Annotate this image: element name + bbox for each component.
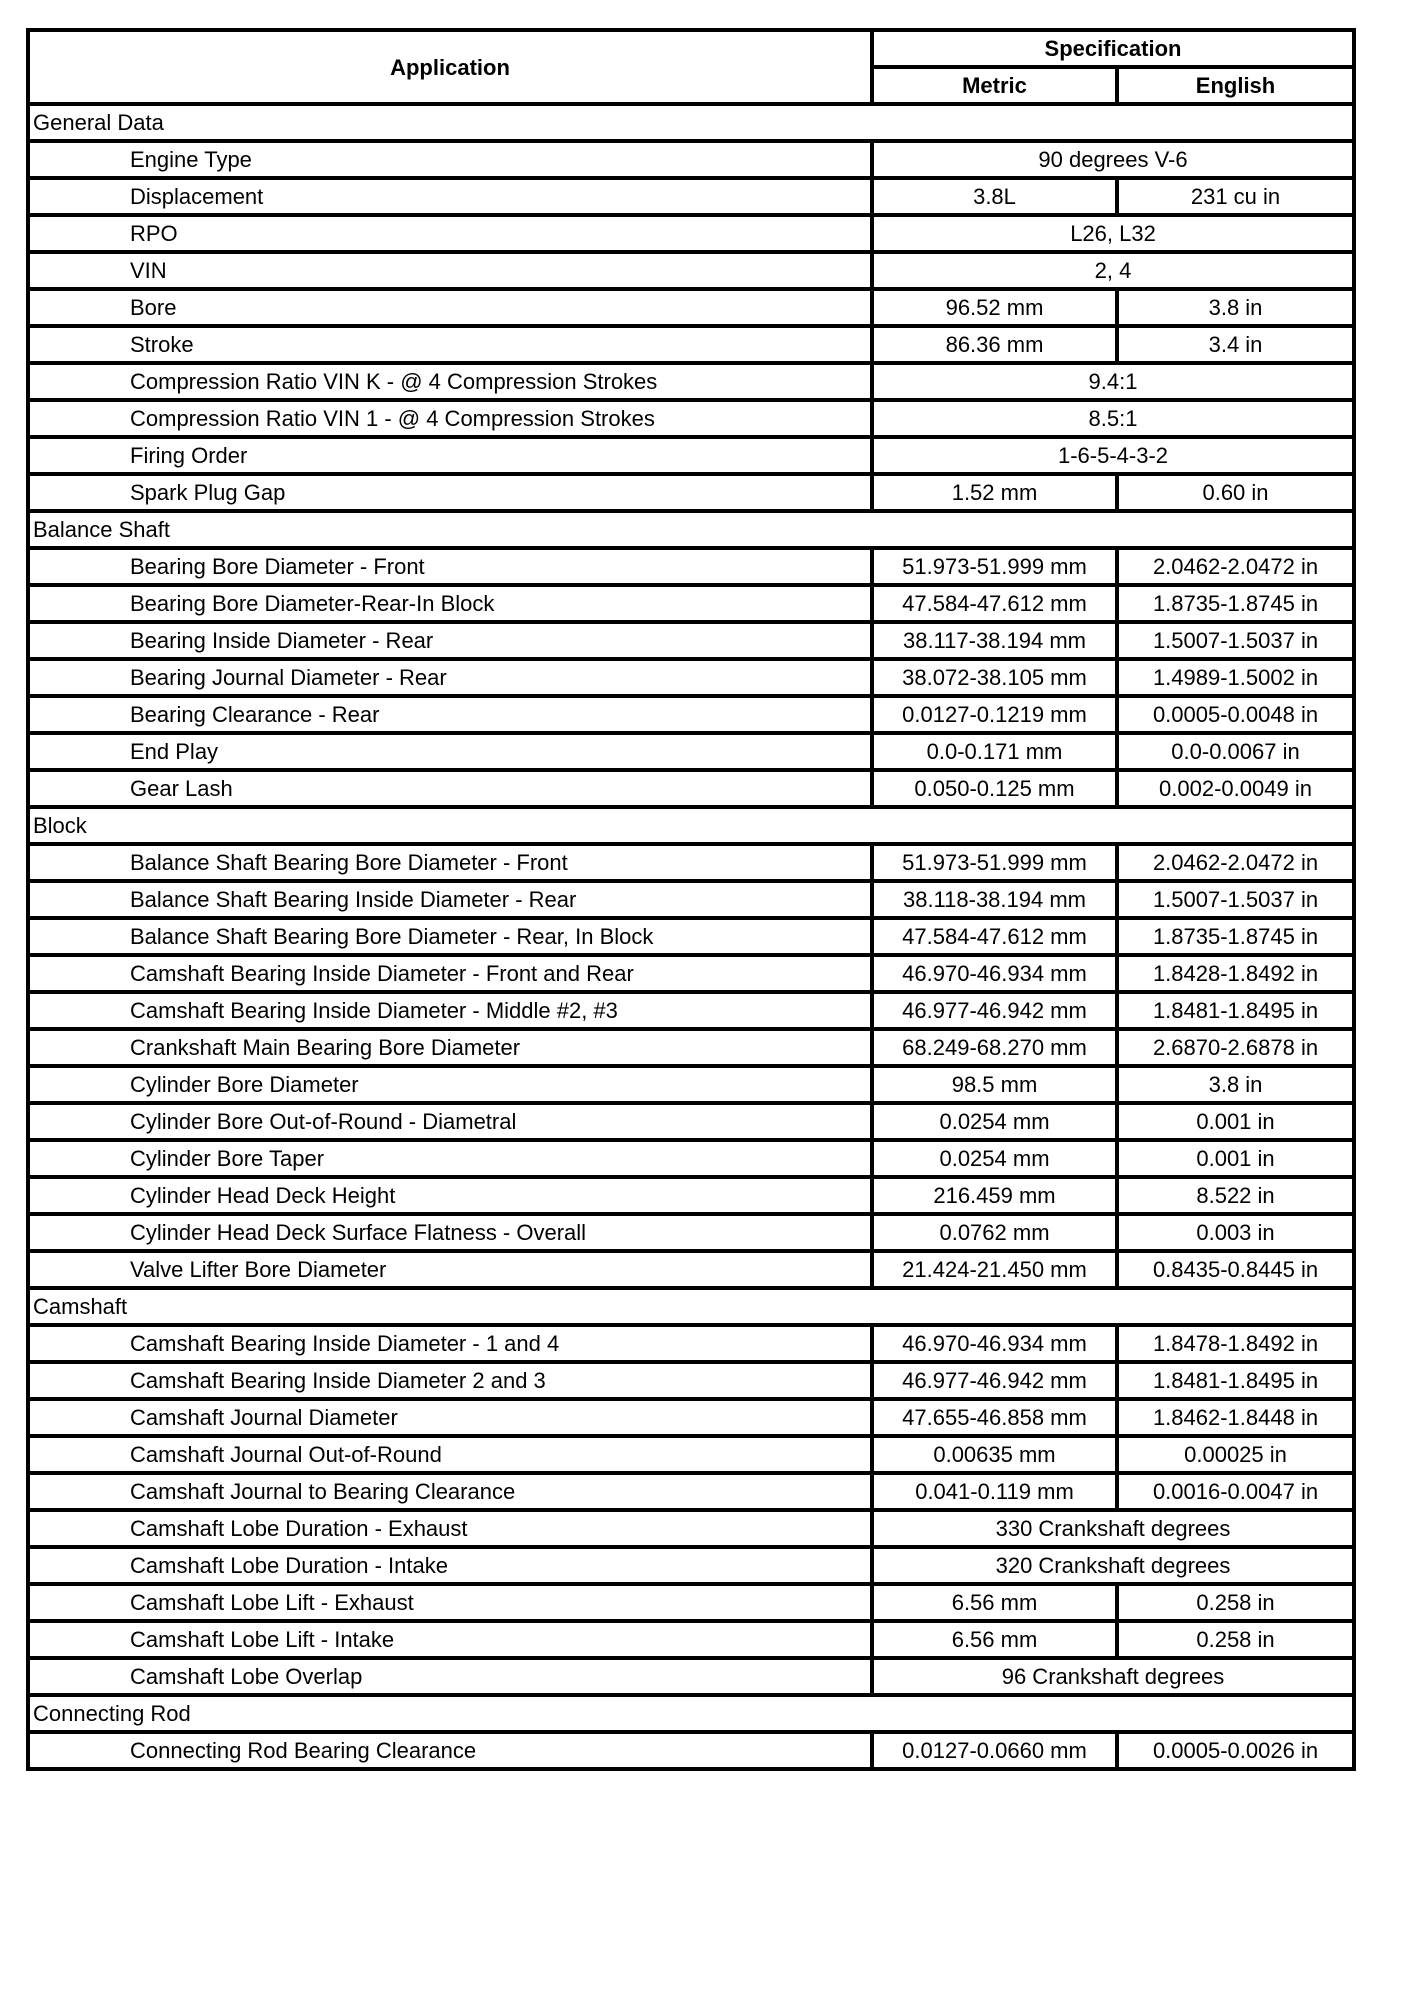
english-cell: 0.258 in [1117,1621,1354,1658]
table-row [28,215,1354,252]
metric-cell: 0.0254 mm [872,1140,1117,1177]
metric-cell: 47.655-46.858 mm [872,1399,1117,1436]
section-row [28,511,1354,548]
metric-cell: 46.970-46.934 mm [872,1325,1117,1362]
metric-cell: 38.117-38.194 mm [872,622,1117,659]
english-cell: 1.5007-1.5037 in [1117,881,1354,918]
metric-cell: 0.050-0.125 mm [872,770,1117,807]
header-english: English [1117,67,1354,104]
application-cell: Balance Shaft Bearing Bore Diameter - Rear, In Block [28,918,872,955]
metric-cell: 96.52 mm [872,289,1117,326]
metric-cell: 0.041-0.119 mm [872,1473,1117,1510]
english-cell: 3.8 in [1117,289,1354,326]
english-cell: 231 cu in [1117,178,1354,215]
specification-cell: 320 Crankshaft degrees [872,1547,1354,1584]
english-cell: 8.522 in [1117,1177,1354,1214]
application-cell: Firing Order [28,437,872,474]
table-row [28,1473,1354,1510]
table-row [28,1029,1354,1066]
table-row [28,844,1354,881]
table-row [28,770,1354,807]
application-cell: Gear Lash [28,770,872,807]
section-row [28,104,1354,141]
english-cell: 1.8481-1.8495 in [1117,1362,1354,1399]
table-row [28,1140,1354,1177]
application-cell: End Play [28,733,872,770]
specification-cell: L26, L32 [872,215,1354,252]
table-row [28,992,1354,1029]
english-cell: 0.0-0.0067 in [1117,733,1354,770]
metric-cell: 38.072-38.105 mm [872,659,1117,696]
table-row [28,1214,1354,1251]
application-cell: Cylinder Head Deck Surface Flatness - Overall [28,1214,872,1251]
section-row [28,1695,1354,1732]
section-row [28,807,1354,844]
table-row [28,955,1354,992]
application-cell: Camshaft Lobe Lift - Intake [28,1621,872,1658]
metric-cell: 0.0254 mm [872,1103,1117,1140]
specification-cell: 90 degrees V-6 [872,141,1354,178]
application-cell: Engine Type [28,141,872,178]
english-cell: 1.8462-1.8448 in [1117,1399,1354,1436]
application-cell: Cylinder Bore Taper [28,1140,872,1177]
metric-cell: 0.0762 mm [872,1214,1117,1251]
english-cell: 2.0462-2.0472 in [1117,844,1354,881]
metric-cell: 1.52 mm [872,474,1117,511]
table-row [28,585,1354,622]
metric-cell: 6.56 mm [872,1584,1117,1621]
table-row [28,141,1354,178]
table-row [28,1251,1354,1288]
table-row [28,1621,1354,1658]
application-cell: Balance Shaft Bearing Inside Diameter - Rear [28,881,872,918]
table-row [28,289,1354,326]
application-cell: Compression Ratio VIN K - @ 4 Compression Strokes [28,363,872,400]
section-title: Connecting Rod [28,1695,1354,1732]
application-cell: Balance Shaft Bearing Bore Diameter - Front [28,844,872,881]
specification-cell: 9.4:1 [872,363,1354,400]
table-row [28,918,1354,955]
application-cell: Camshaft Journal Diameter [28,1399,872,1436]
english-cell: 1.8735-1.8745 in [1117,918,1354,955]
section-row [28,1288,1354,1325]
table-row [28,659,1354,696]
metric-cell: 46.977-46.942 mm [872,1362,1117,1399]
english-cell: 1.8478-1.8492 in [1117,1325,1354,1362]
application-cell: Camshaft Lobe Lift - Exhaust [28,1584,872,1621]
metric-cell: 86.36 mm [872,326,1117,363]
table-row [28,363,1354,400]
english-cell: 1.8735-1.8745 in [1117,585,1354,622]
table-row [28,1436,1354,1473]
english-cell: 0.001 in [1117,1140,1354,1177]
metric-cell: 51.973-51.999 mm [872,548,1117,585]
table-row [28,178,1354,215]
application-cell: Camshaft Lobe Duration - Exhaust [28,1510,872,1547]
application-cell: Crankshaft Main Bearing Bore Diameter [28,1029,872,1066]
metric-cell: 0.0127-0.0660 mm [872,1732,1117,1769]
english-cell: 2.6870-2.6878 in [1117,1029,1354,1066]
metric-cell: 51.973-51.999 mm [872,844,1117,881]
table-row [28,622,1354,659]
header-specification: Specification [872,30,1354,67]
english-cell: 0.8435-0.8445 in [1117,1251,1354,1288]
application-cell: Bearing Clearance - Rear [28,696,872,733]
table-row [28,733,1354,770]
english-cell: 1.8428-1.8492 in [1117,955,1354,992]
metric-cell: 38.118-38.194 mm [872,881,1117,918]
table-row [28,1177,1354,1214]
english-cell: 0.003 in [1117,1214,1354,1251]
english-cell: 0.00025 in [1117,1436,1354,1473]
metric-cell: 21.424-21.450 mm [872,1251,1117,1288]
table-row [28,1066,1354,1103]
application-cell: Camshaft Lobe Overlap [28,1658,872,1695]
english-cell: 0.60 in [1117,474,1354,511]
metric-cell: 3.8L [872,178,1117,215]
english-cell: 0.001 in [1117,1103,1354,1140]
specification-cell: 96 Crankshaft degrees [872,1658,1354,1695]
metric-cell: 0.0-0.171 mm [872,733,1117,770]
section-title: Balance Shaft [28,511,1354,548]
english-cell: 0.002-0.0049 in [1117,770,1354,807]
english-cell: 2.0462-2.0472 in [1117,548,1354,585]
header-application: Application [28,30,872,104]
metric-cell: 47.584-47.612 mm [872,918,1117,955]
english-cell: 1.5007-1.5037 in [1117,622,1354,659]
application-cell: Bearing Bore Diameter - Front [28,548,872,585]
table-row [28,1362,1354,1399]
application-cell: Camshaft Bearing Inside Diameter - 1 and 4 [28,1325,872,1362]
application-cell: Stroke [28,326,872,363]
table-row [28,1547,1354,1584]
header-metric: Metric [872,67,1117,104]
table-row [28,252,1354,289]
metric-cell: 68.249-68.270 mm [872,1029,1117,1066]
table-row [28,1325,1354,1362]
english-cell: 0.258 in [1117,1584,1354,1621]
specification-cell: 2, 4 [872,252,1354,289]
table-row [28,1732,1354,1769]
application-cell: Camshaft Bearing Inside Diameter - Front and Rear [28,955,872,992]
application-cell: Cylinder Bore Out-of-Round - Diametral [28,1103,872,1140]
section-title: General Data [28,104,1354,141]
metric-cell: 216.459 mm [872,1177,1117,1214]
table-row [28,881,1354,918]
table-row [28,1510,1354,1547]
application-cell: Compression Ratio VIN 1 - @ 4 Compression Strokes [28,400,872,437]
application-cell: Camshaft Journal to Bearing Clearance [28,1473,872,1510]
section-title: Camshaft [28,1288,1354,1325]
table-row [28,548,1354,585]
table-row [28,1103,1354,1140]
specification-cell: 330 Crankshaft degrees [872,1510,1354,1547]
application-cell: Bore [28,289,872,326]
table-row [28,696,1354,733]
english-cell: 3.4 in [1117,326,1354,363]
application-cell: VIN [28,252,872,289]
metric-cell: 0.00635 mm [872,1436,1117,1473]
section-title: Block [28,807,1354,844]
english-cell: 0.0016-0.0047 in [1117,1473,1354,1510]
metric-cell: 46.970-46.934 mm [872,955,1117,992]
table-row [28,1584,1354,1621]
specifications-table [26,28,1356,1771]
application-cell: Camshaft Bearing Inside Diameter 2 and 3 [28,1362,872,1399]
table-row [28,400,1354,437]
metric-cell: 0.0127-0.1219 mm [872,696,1117,733]
application-cell: Displacement [28,178,872,215]
english-cell: 0.0005-0.0026 in [1117,1732,1354,1769]
table-row [28,437,1354,474]
english-cell: 0.0005-0.0048 in [1117,696,1354,733]
metric-cell: 47.584-47.612 mm [872,585,1117,622]
table-row [28,326,1354,363]
application-cell: RPO [28,215,872,252]
application-cell: Valve Lifter Bore Diameter [28,1251,872,1288]
english-cell: 3.8 in [1117,1066,1354,1103]
application-cell: Bearing Journal Diameter - Rear [28,659,872,696]
table-row [28,1658,1354,1695]
application-cell: Cylinder Bore Diameter [28,1066,872,1103]
table-body [28,104,1354,1769]
application-cell: Camshaft Bearing Inside Diameter - Middle #2, #3 [28,992,872,1029]
application-cell: Bearing Bore Diameter-Rear-In Block [28,585,872,622]
application-cell: Bearing Inside Diameter - Rear [28,622,872,659]
specification-cell: 8.5:1 [872,400,1354,437]
table-row [28,1399,1354,1436]
table-row [28,474,1354,511]
application-cell: Spark Plug Gap [28,474,872,511]
application-cell: Camshaft Lobe Duration - Intake [28,1547,872,1584]
application-cell: Connecting Rod Bearing Clearance [28,1732,872,1769]
application-cell: Cylinder Head Deck Height [28,1177,872,1214]
english-cell: 1.8481-1.8495 in [1117,992,1354,1029]
specification-cell: 1-6-5-4-3-2 [872,437,1354,474]
metric-cell: 98.5 mm [872,1066,1117,1103]
application-cell: Camshaft Journal Out-of-Round [28,1436,872,1473]
english-cell: 1.4989-1.5002 in [1117,659,1354,696]
metric-cell: 6.56 mm [872,1621,1117,1658]
metric-cell: 46.977-46.942 mm [872,992,1117,1029]
